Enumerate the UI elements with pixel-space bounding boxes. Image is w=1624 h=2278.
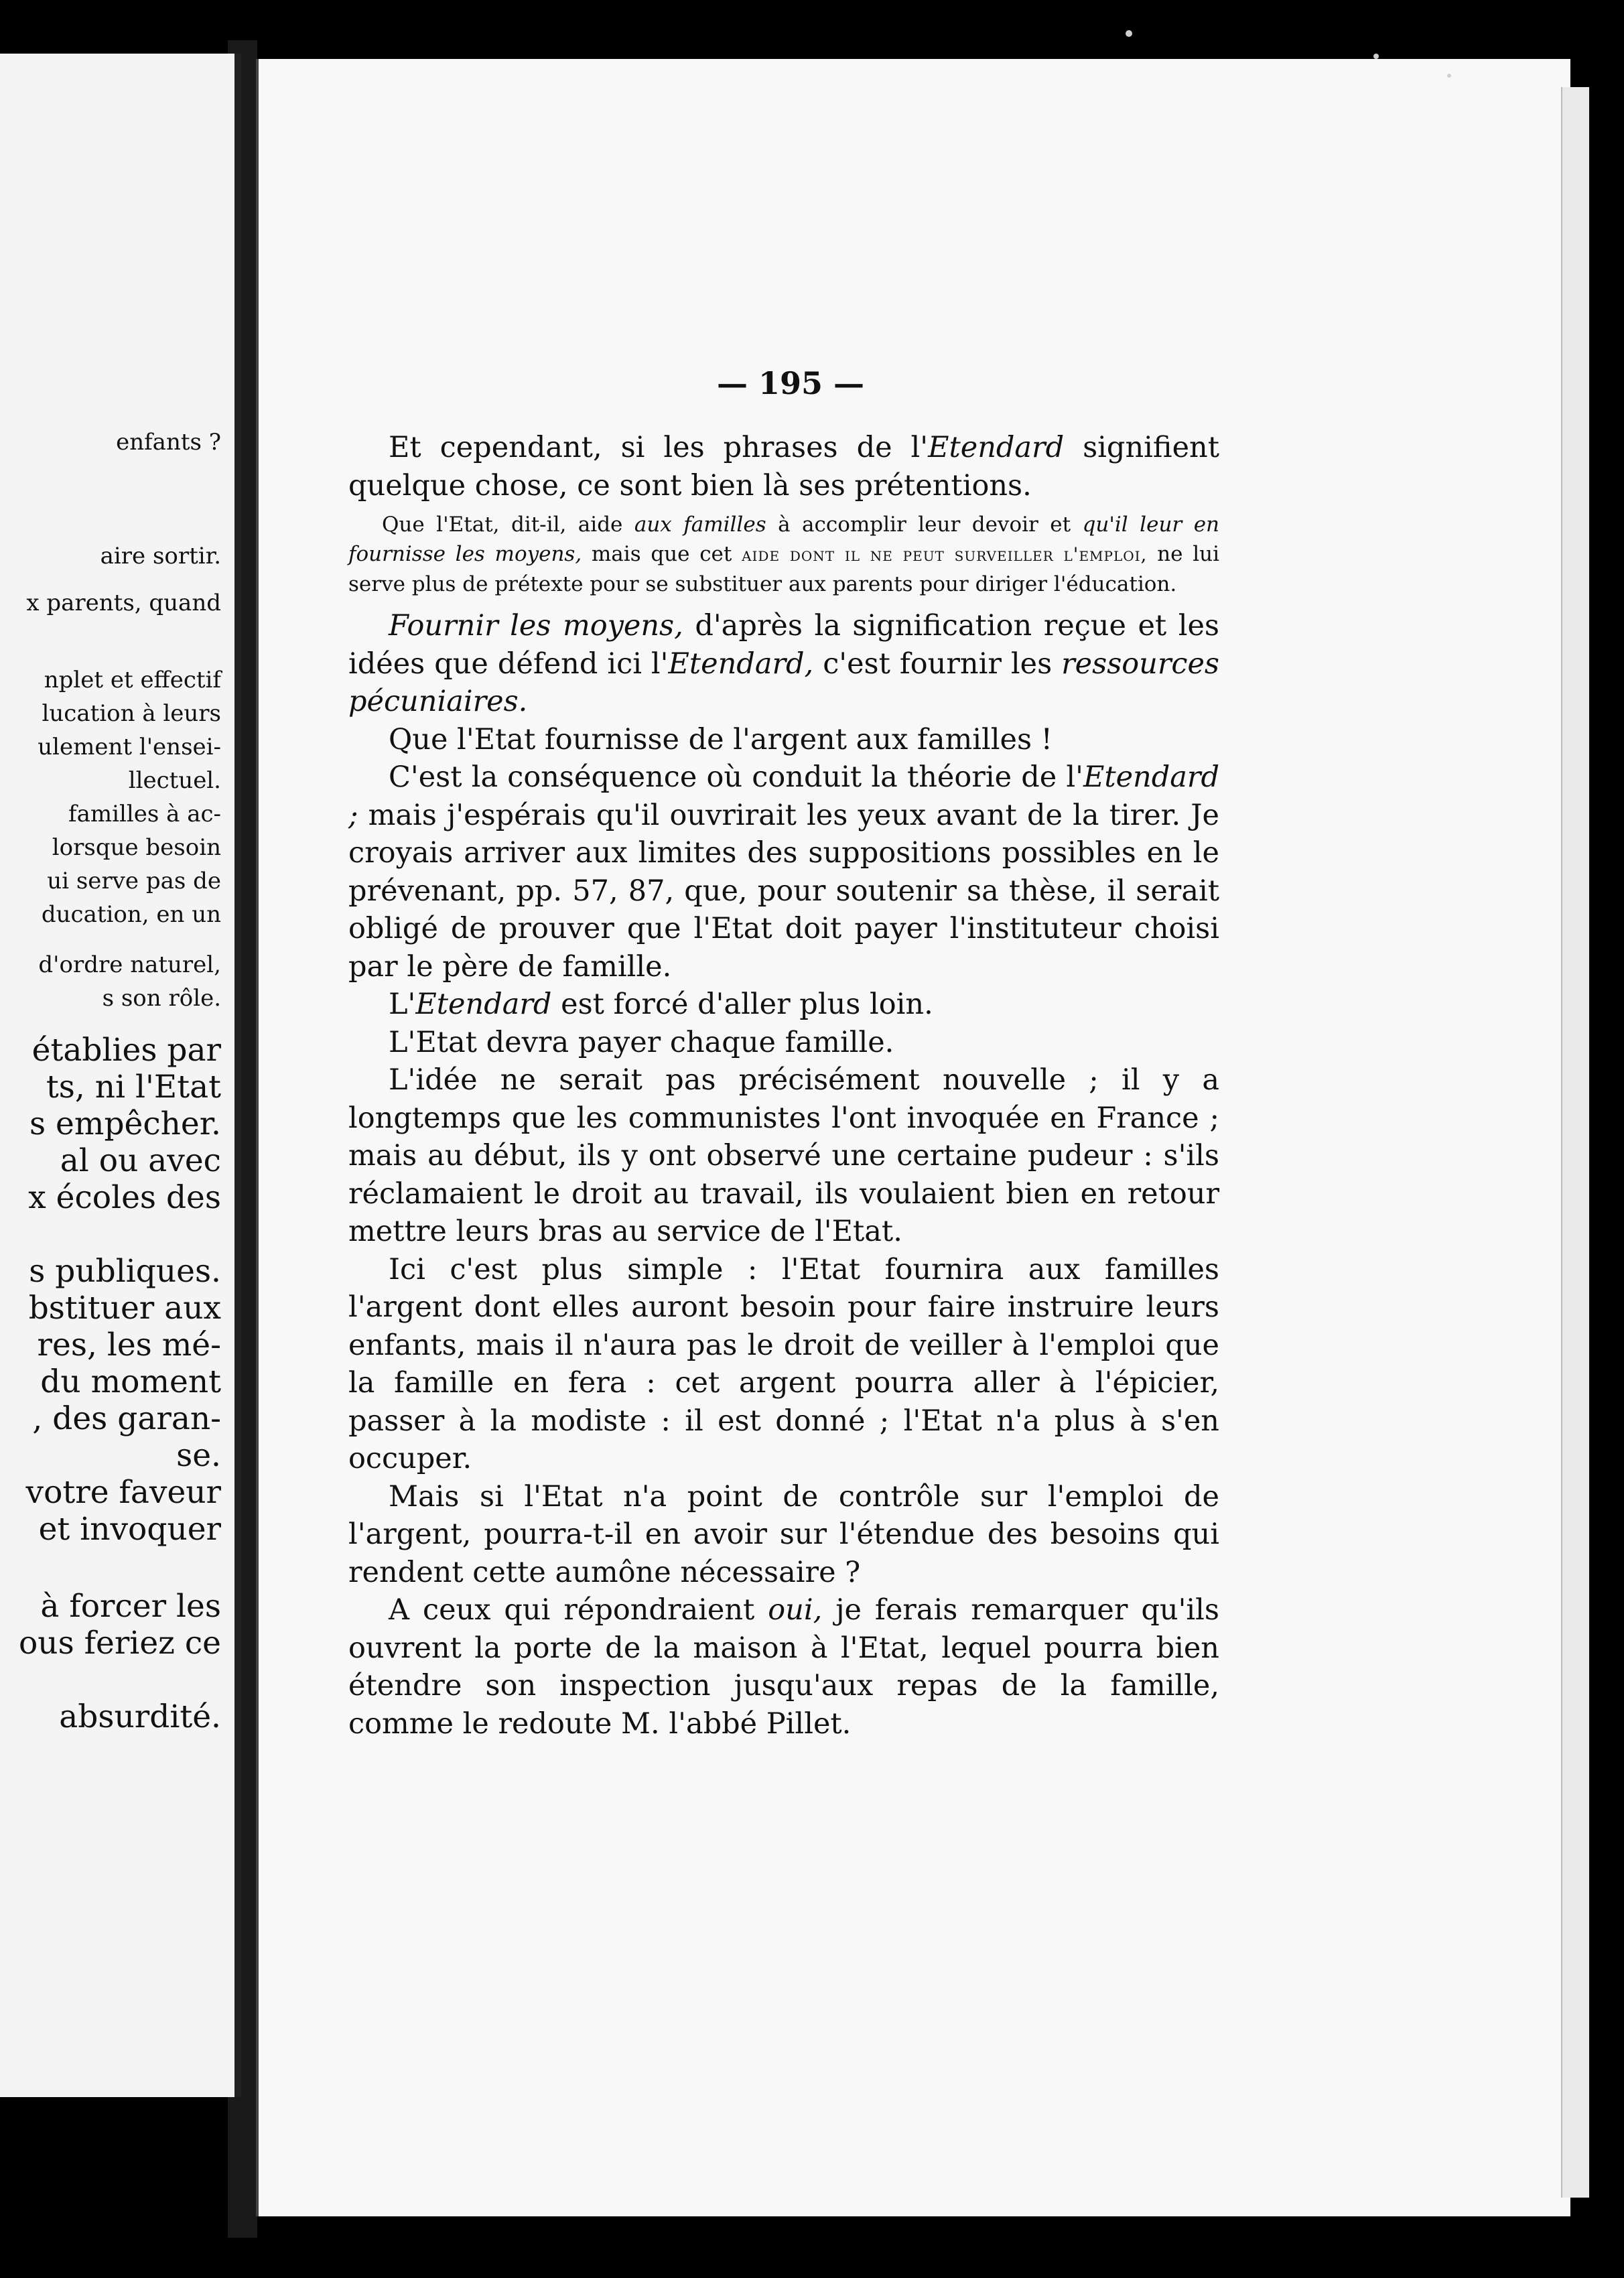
left-line: du moment	[40, 1363, 221, 1400]
left-line: établies par	[31, 1032, 221, 1069]
left-line: ous feriez ce	[19, 1625, 221, 1662]
italic-run: Etendard	[928, 431, 1065, 464]
left-line: ui serve pas de	[47, 868, 221, 894]
paragraph: Ici c'est plus simple : l'Etat fournira aux familles l'argent dont elles auront besoin pour faire instruire leurs enfants, mais il n'aura pas le droit de veiller à l'emploi que la famille en fera : cet argent pourra aller à l'épicier, passer à la modiste : il est donné ; l'Etat n'a plus à s'en occuper.	[348, 1252, 1219, 1475]
paragraph	[348, 607, 1219, 721]
left-line: s empêcher.	[29, 1106, 221, 1142]
paragraph	[348, 758, 1219, 986]
left-line: x parents, quand	[26, 590, 221, 616]
paragraph	[348, 986, 1219, 1024]
left-line: lorsque besoin	[52, 834, 221, 861]
paragraph	[348, 1591, 1219, 1743]
text-run: signifient quelque chose, ce sont bien là ses prétentions.	[348, 431, 1219, 503]
text-run: Et cependant, si les phrases de l'	[389, 431, 929, 464]
text-run: d'après la signification reçue et les idées que défend ici l'	[348, 609, 1219, 681]
left-line: res, les mé-	[37, 1327, 221, 1363]
text-run: L'	[389, 988, 416, 1021]
text-run: c'est fournir les	[813, 647, 1062, 681]
text-run: est forcé d'aller plus loin.	[551, 988, 933, 1021]
page-body	[348, 429, 1219, 1743]
left-line: enfants ?	[116, 429, 221, 456]
block-quote	[348, 510, 1219, 599]
italic-run: ressources pécuniaires.	[348, 647, 1219, 718]
italic-run: oui,	[768, 1593, 823, 1627]
left-line: et invoquer	[38, 1511, 221, 1548]
paragraph	[348, 429, 1219, 505]
left-line: s publiques.	[29, 1253, 221, 1290]
left-line: llectuel.	[128, 767, 221, 794]
left-line: d'ordre naturel,	[38, 951, 221, 978]
left-line: se.	[176, 1437, 221, 1474]
text-run: Que l'Etat, dit-il, aide	[382, 513, 634, 537]
italic-run: Etendard ;	[348, 760, 1219, 832]
italic-run: Etendard,	[668, 647, 814, 681]
scan-speck	[1447, 74, 1451, 78]
left-line: x écoles des	[28, 1179, 221, 1216]
left-line: lucation à leurs	[42, 700, 221, 727]
italic-run: qu'il leur en fournisse les moyens,	[348, 513, 1220, 566]
page-edge	[1561, 87, 1589, 2198]
left-line: ts, ni l'Etat	[46, 1069, 221, 1106]
scan-speck	[1126, 30, 1132, 37]
previous-page-fragment	[0, 54, 241, 2097]
left-line: bstituer aux	[28, 1290, 221, 1327]
scan-speck	[1373, 54, 1379, 59]
text-run: ne lui serve plus de prétexte pour se substituer aux parents pour diriger l'éducation.	[348, 542, 1219, 596]
italic-run: Etendard	[415, 988, 552, 1021]
paragraph: L'Etat devra payer chaque famille.	[389, 1025, 894, 1059]
text-run: mais que cet	[582, 542, 742, 566]
left-line: familles à ac-	[68, 801, 221, 827]
left-line: votre faveur	[25, 1474, 221, 1511]
italic-run: Fournir les moyens,	[389, 609, 683, 643]
text-run: C'est la conséquence où conduit la théorie de l'	[389, 760, 1083, 794]
left-line: aire sortir.	[100, 543, 221, 570]
left-line: , des garan-	[32, 1400, 221, 1437]
left-line: s son rôle.	[102, 985, 221, 1012]
paragraph: Mais si l'Etat n'a point de contrôle sur l'emploi de l'argent, pourra-t-il en avoir sur l'étendue des besoins qui rendent cette aumône nécessaire ?	[348, 1479, 1219, 1589]
left-line: ulement l'ensei-	[38, 734, 221, 760]
text-run: mais j'espérais qu'il ouvrirait les yeux avant de la tirer. Je croyais arriver aux limites des suppositions possibles en le prévenant, pp. 57, 87, que, pour soutenir sa thèse, il serait obligé de prouver que l'Etat doit payer l'instituteur choisi par le père de famille.	[348, 798, 1219, 984]
left-line: absurdité.	[59, 1698, 221, 1735]
left-line: ducation, en un	[41, 901, 221, 928]
italic-run: aux familles	[634, 513, 766, 537]
paragraph: L'idée ne serait pas précisément nouvelle ; il y a longtemps que les communistes l'ont invoquée en France ; mais au début, ils y ont observé une certaine pudeur : s'ils réclamaient le droit au travail, ils voulaient bien en retour mettre leurs bras au service de l'Etat.	[348, 1063, 1219, 1248]
left-line: nplet et effectif	[44, 667, 221, 693]
page-number: — 195 —	[717, 365, 865, 401]
left-line: al ou avec	[60, 1142, 221, 1179]
small-caps-run: aide dont il ne peut surveiller l'emploi,	[742, 543, 1148, 565]
text-run: A ceux qui répondraient	[389, 1593, 768, 1627]
text-run: je ferais remarquer qu'ils ouvrent la porte de la maison à l'Etat, lequel pourra bien étendre son inspection jusqu'aux repas de la famille, comme le redoute M. l'abbé Pillet.	[348, 1593, 1219, 1741]
left-line: à forcer les	[40, 1588, 221, 1625]
paragraph: Que l'Etat fournisse de l'argent aux familles !	[389, 722, 1053, 756]
text-run: à accomplir leur devoir et	[766, 513, 1083, 537]
